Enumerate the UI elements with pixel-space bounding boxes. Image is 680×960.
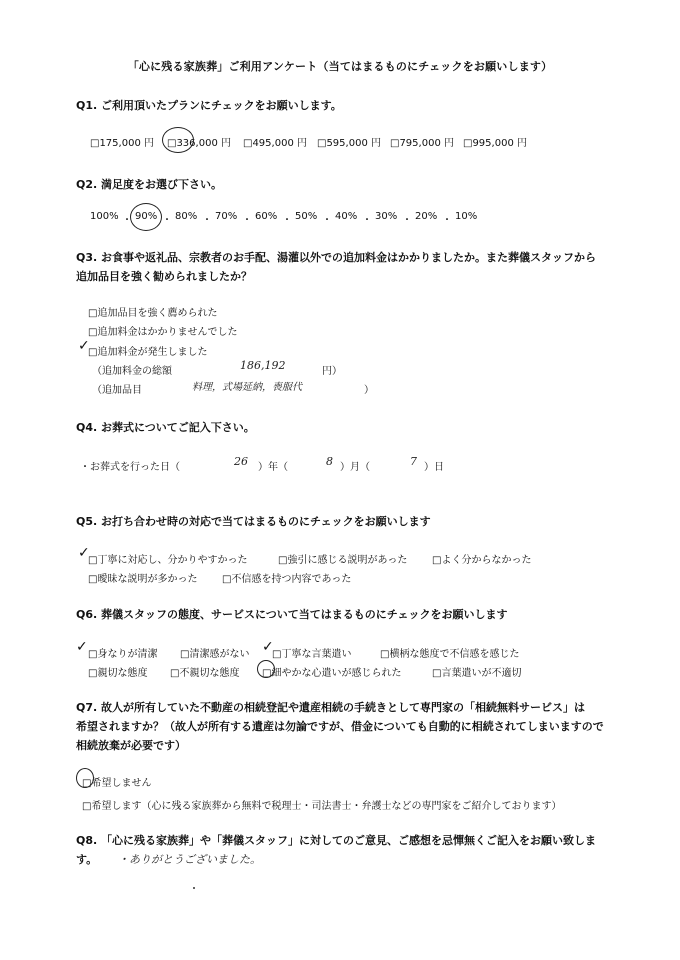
q3-items-label: （追加品目 [92, 385, 142, 396]
q2-option-20[interactable]: 20% [415, 211, 438, 222]
q8-question: Q8. 「心に残る家族葬」や「葬儀スタッフ」に対してのご意見、ご感想を忌憚無くご記入をお願い致します。 [76, 834, 597, 866]
q7-question-line3: 相続放棄が必要です） [76, 739, 186, 752]
q1-selected-circle [162, 127, 194, 153]
q2-option-30[interactable]: 30% [375, 211, 398, 222]
q5-check-mark: ✓ [78, 545, 90, 561]
q3-option-extra-charged[interactable]: □追加料金が発生しました [88, 347, 208, 358]
q7-selected-circle [76, 768, 94, 788]
q3-check-mark: ✓ [78, 338, 90, 354]
q5-option-forceful[interactable]: □強引に感じる説明があった [278, 555, 408, 566]
q5-option-vague[interactable]: □曖昧な説明が多かった [88, 574, 198, 585]
q2-sep: ・ [242, 215, 252, 226]
q2-sep: ・ [362, 215, 372, 226]
q2-option-60[interactable]: 60% [255, 211, 278, 222]
q7-question-line2: 希望されますか？（故人が所有する遺産は勿論ですが、借金についても自動的に相続されてしまいますので [76, 720, 604, 733]
stray-mark [193, 887, 195, 889]
q2-sep: ・ [202, 215, 212, 226]
q4-day-label: ）日 [424, 462, 444, 473]
q6-question: Q6. 葬儀スタッフの態度、サービスについて当てはまるものにチェックをお願いします [76, 608, 508, 621]
q3-question-line1: Q3. お食事や返礼品、宗教者のお手配、湯灌以外での追加料金はかかりましたか。また葬儀スタッフから [76, 251, 597, 264]
q2-option-10[interactable]: 10% [455, 211, 478, 222]
q3-question-line2: 追加品目を強く勧められましたか？ [76, 270, 252, 283]
q4-year-label: ）年（ [258, 462, 288, 473]
q1-option-995000[interactable]: □995,000 円 [463, 138, 527, 149]
q2-option-100[interactable]: 100% [90, 211, 119, 222]
q6-option-considerate[interactable]: □細やかな心遣いが感じられた [262, 668, 402, 679]
q5-option-polite[interactable]: □丁寧に対応し、分かりやすかった [88, 555, 248, 566]
q6-option-inappropriate-words[interactable]: □言葉遣いが不適切 [432, 668, 522, 679]
q2-sep: ・ [322, 215, 332, 226]
q6-selected-circle [257, 660, 275, 678]
q1-option-795000[interactable]: □795,000 円 [390, 138, 454, 149]
q4-year-value[interactable]: 26 [234, 455, 248, 468]
q1-option-595000[interactable]: □595,000 円 [317, 138, 381, 149]
q7-question-line1: Q7. 故人が所有していた不動産の相続登記や遺産相続の手続きとして専門家の「相続無料サービス」は [76, 701, 586, 714]
q8-answer[interactable]: ・ありがとうございました。 [118, 853, 261, 866]
q5-option-unclear[interactable]: □よく分からなかった [432, 555, 532, 566]
q6-option-clean-appearance[interactable]: □身なりが清潔 [88, 649, 158, 660]
q2-sep: ・ [402, 215, 412, 226]
q4-month-value[interactable]: 8 [326, 455, 333, 468]
q7-option-yes[interactable]: □希望します（心に残る家族葬から無料で税理士・司法書士・弁護士などの専門家をご紹介しております） [82, 801, 562, 812]
q2-option-50[interactable]: 50% [295, 211, 318, 222]
q2-sep: ・ [282, 215, 292, 226]
q6-option-kind[interactable]: □親切な態度 [88, 668, 148, 679]
q4-date-label: ・お葬式を行った日（ [80, 462, 180, 473]
q6-option-arrogant[interactable]: □横柄な態度で不信感を感じた [380, 649, 520, 660]
q3-total-unit: 円） [322, 366, 342, 377]
survey-title: 「心に残る家族葬」ご利用アンケート（当てはまるものにチェックをお願いします） [127, 60, 553, 73]
q4-day-value[interactable]: 7 [410, 455, 417, 468]
q7-option-no[interactable]: □希望しません [82, 778, 152, 789]
q2-sep: ・ [442, 215, 452, 226]
q3-items-value[interactable]: 料理，式場延納，喪服代 [192, 382, 302, 393]
q3-option-no-extra[interactable]: □追加料金はかかりませんでした [88, 327, 238, 338]
q2-selected-circle [130, 203, 162, 231]
q6-option-polite-words[interactable]: □丁寧な言葉遣い [272, 649, 352, 660]
q2-option-80[interactable]: 80% [175, 211, 198, 222]
q5-question: Q5. お打ち合わせ時の対応で当てはまるものにチェックをお願いします [76, 515, 431, 528]
q2-sep: ・ [162, 215, 172, 226]
q6-check-mark-1: ✓ [76, 639, 88, 655]
q2-option-40[interactable]: 40% [335, 211, 358, 222]
q1-question: Q1. ご利用頂いたプランにチェックをお願いします。 [76, 99, 342, 112]
q1-option-495000[interactable]: □495,000 円 [243, 138, 307, 149]
q2-option-70[interactable]: 70% [215, 211, 238, 222]
q5-option-distrust[interactable]: □不信感を持つ内容であった [222, 574, 352, 585]
q1-option-175000[interactable]: □175,000 円 [90, 138, 154, 149]
q6-check-mark-2: ✓ [262, 639, 274, 655]
q2-option-90[interactable]: 90% [135, 211, 158, 222]
q3-total-value[interactable]: 186,192 [240, 359, 286, 372]
q2-sep: ・ [122, 215, 132, 226]
q6-option-unkind[interactable]: □不親切な態度 [170, 668, 240, 679]
q2-question: Q2. 満足度をお選び下さい。 [76, 178, 223, 191]
q3-total-label: （追加料金の総額 [92, 366, 172, 377]
q6-option-not-clean[interactable]: □清潔感がない [180, 649, 250, 660]
q3-items-close: ） [364, 385, 374, 396]
q1-option-336000[interactable]: □336,000 円 [167, 138, 231, 149]
q4-question: Q4. お葬式についてご記入下さい。 [76, 421, 255, 434]
q4-month-label: ）月（ [340, 462, 370, 473]
q3-option-recommended[interactable]: □追加品目を強く薦められた [88, 308, 218, 319]
